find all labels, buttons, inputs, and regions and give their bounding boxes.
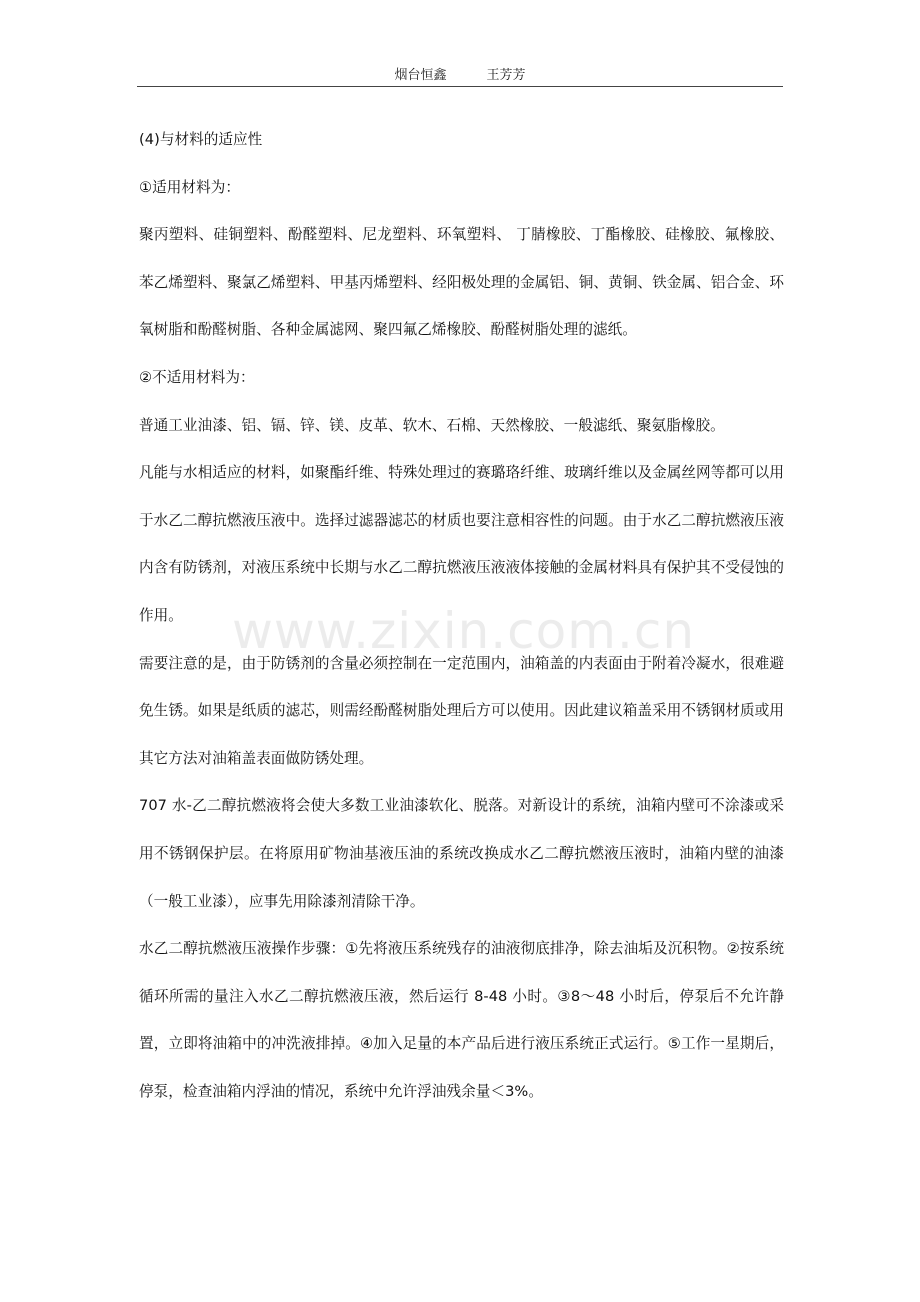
compatible-materials-paragraph: 凡能与水相适应的材料，如聚酯纤维、特殊处理过的赛璐珞纤维、玻璃纤维以及金属丝网等都可以用于水乙二醇抗燃液压液中。选择过滤器滤芯的材质也要注意相容性的问题。由于水乙二醇抗燃液压液内含有防锈剂，对液压系统中长期与水乙二醇抗燃液压液液体接触的金属材料具有保护其不受侵蚀的作用。: [139, 464, 784, 624]
suitable-materials-heading: ①适用材料为：: [139, 178, 240, 196]
header-text: [137, 64, 783, 83]
section-heading: (4)与材料的适应性: [139, 131, 263, 148]
page-header: [137, 62, 783, 87]
header-company: 烟台恒鑫: [394, 68, 447, 83]
unsuitable-materials-heading: ②不适用材料为：: [139, 368, 255, 386]
document-body: [139, 116, 784, 1115]
suitable-materials-list: 聚丙塑料、硅铜塑料、酚醛塑料、尼龙塑料、环氧塑料、 丁腈橡胶、丁酯橡胶、硅橡胶、氟橡胶、苯乙烯塑料、聚氯乙烯塑料、甲基丙烯塑料、经阳极处理的金属铝、铜、黄铜、铁金属、铝合金、环氧树脂和酚醛树脂、各种金属滤网、聚四氟乙烯橡胶、酚醛树脂处理的滤纸。: [139, 226, 784, 339]
header-author: 王芳芳: [486, 68, 526, 83]
operating-steps-paragraph: 水乙二醇抗燃液压液操作步骤：①先将液压系统残存的油液彻底排净，除去油垢及沉积物。②按系统循环所需的量注入水乙二醇抗燃液压液，然后运行 8-48 小时。③8～48 小时后，停泵后不允许静置，立即将油箱中的冲洗液排掉。④加入足量的本产品后进行液压系统正式运行。⑤工作一星期后，停泵，检查油箱内浮油的情况，系统中允许浮油残余量＜3%。: [139, 940, 784, 1100]
watermark: www.zixin.com.cn: [232, 602, 696, 660]
rust-prevention-paragraph: 需要注意的是，由于防锈剂的含量必须控制在一定范围内，油箱盖的内表面由于附着冷凝水，很难避免生锈。如果是纸质的滤芯，则需经酚醛树脂处理后方可以使用。因此建议箱盖采用不锈钢材质或用其它方法对油箱盖表面做防锈处理。: [139, 654, 784, 767]
unsuitable-materials-list: 普通工业油漆、铝、镉、锌、镁、皮革、软木、石棉、天然橡胶、一般滤纸、聚氨脂橡胶。: [139, 416, 725, 434]
paint-softening-paragraph: 707 水-乙二醇抗燃液将会使大多数工业油漆软化、脱落。对新设计的系统，油箱内壁可不涂漆或采用不锈钢保护层。在将原用矿物油基液压油的系统改换成水乙二醇抗燃液压液时，油箱内壁的油漆（一般工业漆），应事先用除漆剂清除干净。: [139, 797, 784, 910]
